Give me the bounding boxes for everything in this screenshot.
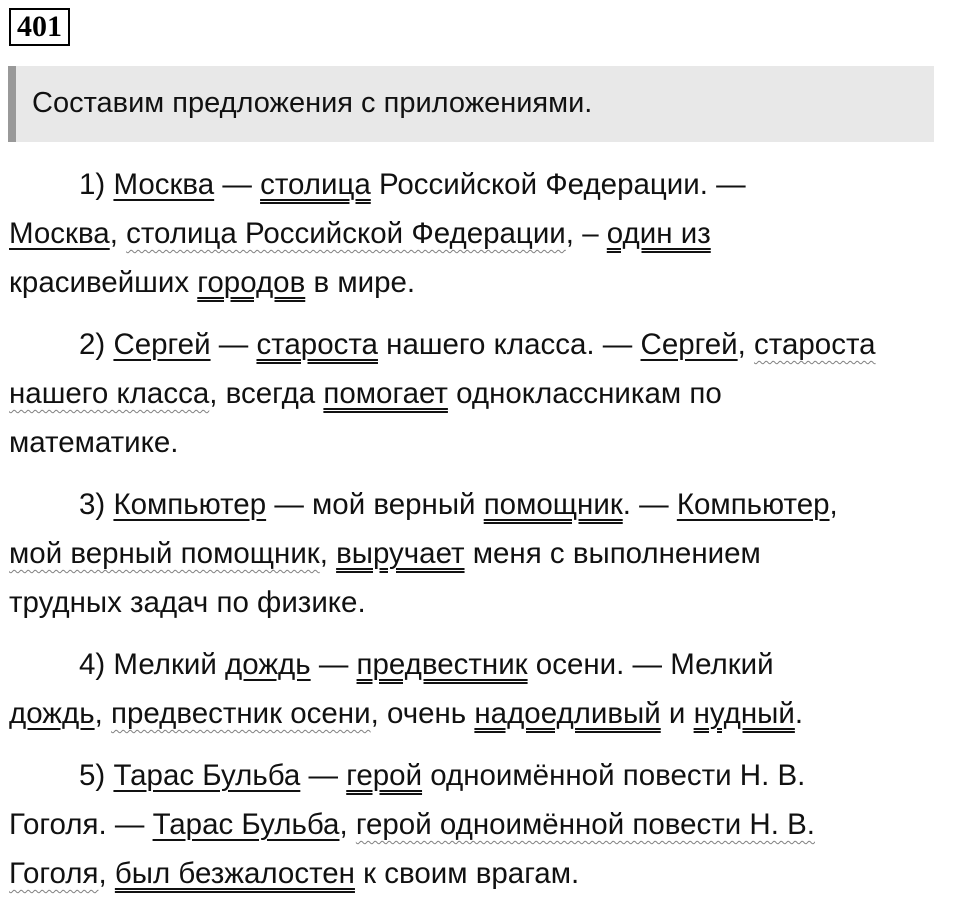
text-segment: математике. [9,426,179,459]
sentence-item [9,480,954,627]
subject-word: дождь [9,697,95,730]
predicate-word: нудный [693,697,795,730]
text-segment: , [94,697,112,730]
predicate-word: герой [346,759,423,792]
predicate-word: был безжалостен [114,857,355,890]
exercise-number: 401 [9,8,70,46]
text-segment: , [829,488,838,521]
predicate-word: столица [260,168,371,201]
text-segment: , [737,328,755,361]
task-banner [8,66,934,142]
subject-word: Сергей [640,328,738,361]
sentence-item [9,751,954,898]
text-line [9,751,954,800]
text-segment: , [98,857,115,890]
text-segment: , всегда [209,377,324,410]
text-segment: — мой верный [266,488,484,521]
text-segment: красивейших [9,266,198,299]
predicate-word: помогает [323,377,448,410]
text-segment: Российской Федерации. — [370,168,746,201]
text-segment: Гоголя. — [9,808,153,841]
text-segment: — [214,168,261,201]
text-segment: одноимённой повести Н. В. [422,759,806,792]
sentence-item [9,640,954,738]
appositive-phrase: мой верный помощник [9,537,320,570]
text-line [9,258,954,307]
text-line [9,640,954,689]
predicate-word: надоедливый [474,697,661,730]
text-segment: , очень [370,697,475,730]
subject-word: Тарас Бульба [152,808,340,841]
text-line [9,369,954,418]
text-line [9,529,954,578]
appositive-phrase: староста [754,328,876,361]
appositive-phrase: нашего класса [9,377,210,410]
text-segment: к своим врагам. [354,857,580,890]
sentence-item [9,320,954,467]
text-segment: 4) Мелкий [79,648,226,681]
text-segment: 5) [79,759,114,792]
sentence-item [9,160,954,307]
text-segment: 2) [79,328,114,361]
predicate-word: городов [197,266,306,299]
text-line [9,480,954,529]
appositive-phrase: столица Российской Федерации [126,217,566,250]
text-segment: , [339,808,356,841]
appositive-phrase: предвестник осени [111,697,371,730]
text-line [9,209,954,258]
text-segment: 3) [79,488,114,521]
subject-word: Сергей [113,328,211,361]
text-line [9,849,954,898]
subject-word: Тарас Бульба [113,759,301,792]
text-line [9,320,954,369]
text-segment: меня с выполнением [464,537,761,570]
predicate-word: помощник [483,488,623,521]
text-segment: в мире. [305,266,416,299]
text-segment: 1) [79,168,114,201]
text-segment: . — [622,488,677,521]
predicate-word: выручает [336,537,465,570]
text-segment: — [310,648,357,681]
text-segment: одноклассникам по [447,377,722,410]
appositive-phrase: Гоголя [9,857,99,890]
text-segment: осени. — Мелкий [527,648,774,681]
subject-word: Компьютер [676,488,830,521]
answer-content [9,160,954,911]
subject-word: Компьютер [113,488,267,521]
text-line [9,689,954,738]
subject-word: дождь [225,648,311,681]
predicate-word: староста [256,328,378,361]
text-line [9,800,954,849]
text-segment: , [319,537,337,570]
subject-word: Москва [113,168,215,201]
text-segment: нашего класса. — [377,328,641,361]
predicate-word: предвестник [356,648,528,681]
text-segment: , – [565,217,607,250]
text-line [9,578,954,627]
appositive-phrase: герой одноимённой повести Н. В. [355,808,815,841]
text-segment: — [300,759,347,792]
text-segment: и [660,697,694,730]
predicate-word: один из [606,217,711,250]
text-segment: , [109,217,127,250]
text-segment: трудных задач по физике. [9,586,366,619]
task-text: Составим предложения с приложениями. [32,87,593,119]
text-line [9,418,954,467]
text-segment: — [210,328,257,361]
text-segment: . [794,697,804,730]
text-line [9,160,954,209]
subject-word: Москва [9,217,110,250]
